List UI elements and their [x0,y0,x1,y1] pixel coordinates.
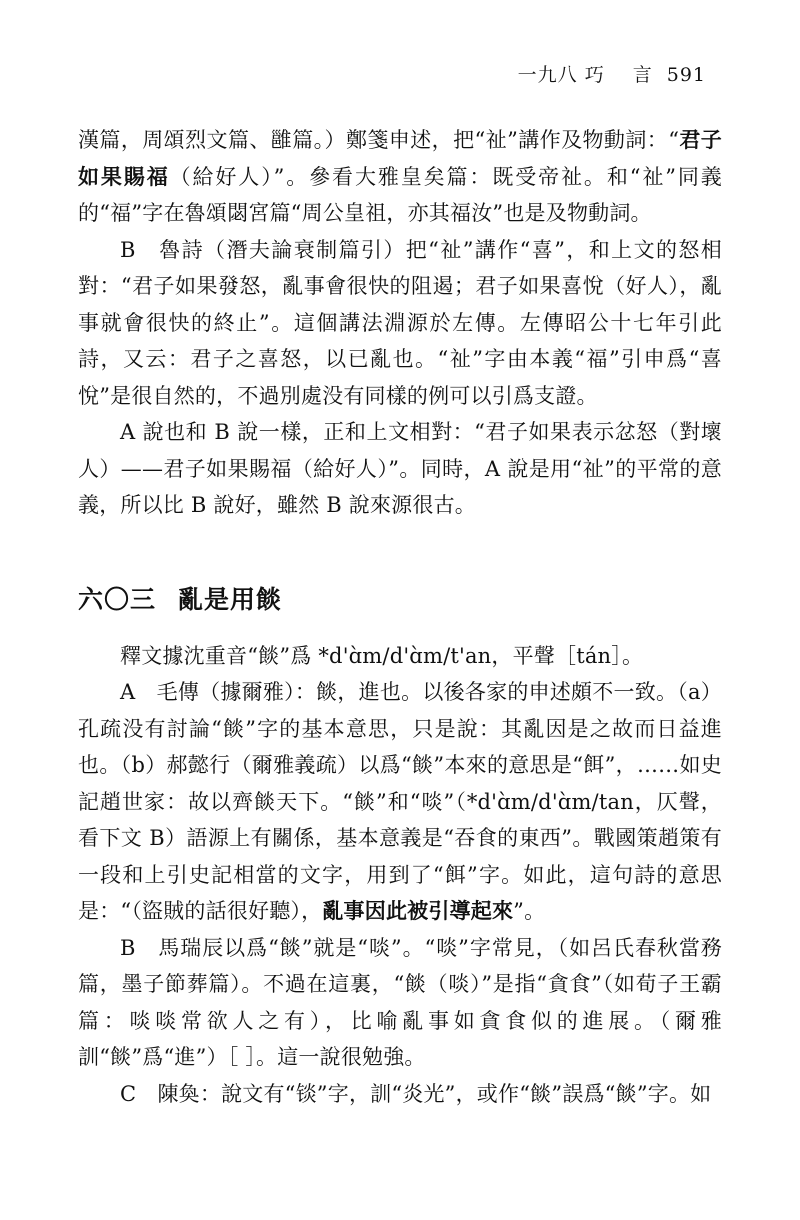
page-number: 591 [666,64,706,86]
paragraph-text: C 陳奐：說文有“锬”字，訓“炎光”，或作“餤”誤爲“餤”字。如 [120,1081,712,1106]
paragraph-text: 釋文據沈重音“餤”爲 *d'ɑ̀m/d'ɑ̀m/t'an，平聲［tán］。 [120,643,644,668]
section-heading [78,580,722,616]
emphasized-text: 亂事因此被引導起來 [322,898,514,923]
emphasized-text: 君子如果賜福 [78,127,722,189]
paragraph-text: B 馬瑞辰以爲“餤”就是“啖”。“啖”字常見，（如呂氏春秋當務篇，墨子節葬篇）。不過在這裏，“餤（啖）”是指“貪食”（如荀子王霸篇：啖啖常欲人之有），比喻亂事如貪食似的進展。（爾雅訓“餤”爲“進”）［ ］。這一說很勉強。 [78,935,722,1069]
header-page-label: 一九八 巧 [517,64,605,86]
paragraph-c-chen-huan [78,1076,722,1113]
paragraph-text: A 說也和 B 說一樣，正和上文相對：“君子如果表示忿怒（對壞人）——君子如果賜福（給好人）”。同時，A 說是用“祉”的平常的意義，所以比 B 說好，雖然 B 說來源很古。 [78,420,722,517]
paragraph-text: B 魯詩（潛夫論衰制篇引）把“祉”講作“喜”，和上文的怒相對：“君子如果發怒，亂事會很快的阻遏；君子如果喜悅（好人），亂事就會很快的終止”。這個講法淵源於左傳。左傳昭公十七年引此詩，又云：君子之喜怒，以已亂也。“祉”字由本義“福”引申爲“喜悅”是很自然的，不過別處没有同樣的例可以引爲支證。 [78,237,722,408]
paragraph-b-ma-ruichen [78,930,722,1076]
paragraph-a-maozhuan [78,674,722,930]
paragraph-b-lushi [78,232,722,415]
section-title: 亂是用餤 [178,584,283,614]
paragraph-continued [78,122,722,232]
page-content [78,122,722,1112]
paragraph-text: （給好人）”。參看大雅皇矣篇：既受帝祉。和“祉”同義的“福”字在魯頌閟宮篇“周公皇祖，亦其福汝”也是及物動詞。 [78,164,722,225]
paragraph-shiwen [78,638,722,675]
paragraph-text: ”。 [513,899,546,923]
running-header [518,60,706,87]
header-section: 言 [632,64,653,86]
paragraph-text: 漢篇，周頌烈文篇、雝篇。）鄭箋申述，把“祉”講作及物動詞：“ [78,128,680,152]
paragraph-a-b-comparison [78,414,722,524]
paragraph-text: A 毛傳（據爾雅）：餤，進也。以後各家的申述頗不一致。（a）孔疏没有討論“餤”字的基本意思，只是說：其亂因是之故而日益進也。（b）郝懿行（爾雅義疏）以爲“餤”本來的意思是“餌”，……如史記趙世家：故以齊餤天下。“餤”和“啖”（*d'ɑ̀m/d'ɑ̀m/tan，仄聲，看下文 B）語源上有關係，基本意義是“吞食的東西”。戰國策趙策有一段和上引史記相當的文字，用到了“餌”字。如此，這句詩的意思是：“（盜賊的話很好聽）， [78,680,722,923]
section-number: 六〇三 [78,584,157,614]
